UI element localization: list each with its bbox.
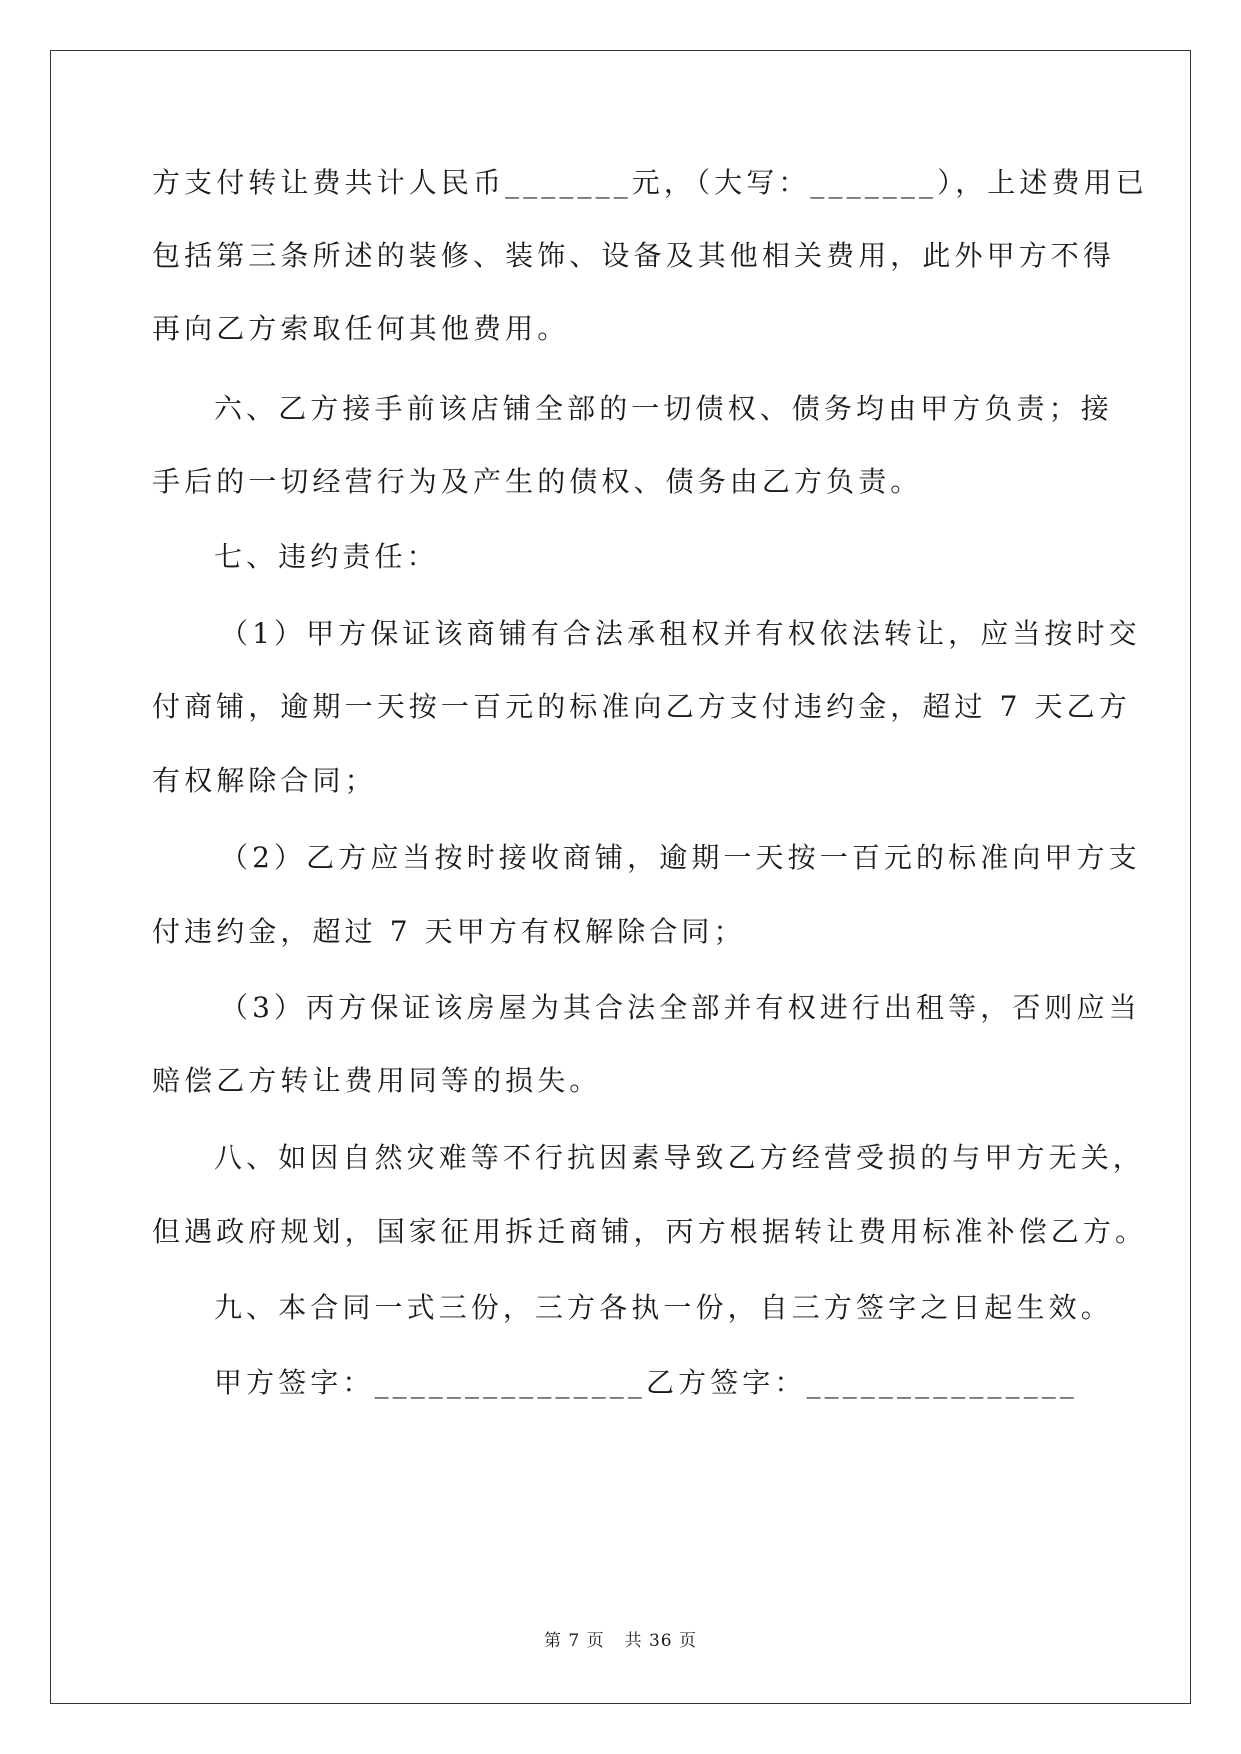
text-line: 手后的一切经营行为及产生的债权、债务由乙方负责。 (152, 465, 923, 498)
text-line: 六、乙方接手前该店铺全部的一切债权、债务均由甲方负责；接 (214, 392, 1113, 425)
text-line: 付违约金，超过 7 天甲方有权解除合同； (152, 915, 746, 948)
text-line: 付商铺，逾期一天按一百元的标准向乙方支付违约金，超过 7 天乙方 (152, 690, 1131, 723)
text-line: （1）甲方保证该商铺有合法承租权并有权依法转让，应当按时交 (220, 617, 1141, 650)
text-line: 八、如因自然灾难等不行抗因素导致乙方经营受损的与甲方无关， (214, 1141, 1145, 1174)
page-footer (0, 1626, 1241, 1651)
signature-line: 甲方签字：_______________乙方签字：_______________ (214, 1366, 1079, 1399)
text-line: 但遇政府规划，国家征用拆迁商铺，丙方根据转让费用标准补偿乙方。 (152, 1215, 1148, 1248)
text-line: 赔偿乙方转让费用同等的损失。 (152, 1064, 602, 1097)
text-line: 有权解除合同； (152, 764, 377, 797)
text-line: 再向乙方索取任何其他费用。 (152, 312, 570, 345)
section-heading: 七、违约责任： (214, 540, 439, 573)
text-line: （3）丙方保证该房屋为其合法全部并有权进行出租等，否则应当 (220, 991, 1141, 1024)
text-line: 方支付转让费共计人民币_______元，（大写：_______），上述费用已 (152, 166, 1148, 199)
page-number-current: 第 7 页 (543, 1631, 605, 1651)
text-line: 包括第三条所述的装修、装饰、设备及其他相关费用，此外甲方不得 (152, 239, 1116, 272)
text-line: 九、本合同一式三份，三方各执一份，自三方签字之日起生效。 (214, 1291, 1113, 1324)
text-line: （2）乙方应当按时接收商铺，逾期一天按一百元的标准向甲方支 (220, 841, 1141, 874)
page-number-total: 共 36 页 (624, 1631, 698, 1651)
